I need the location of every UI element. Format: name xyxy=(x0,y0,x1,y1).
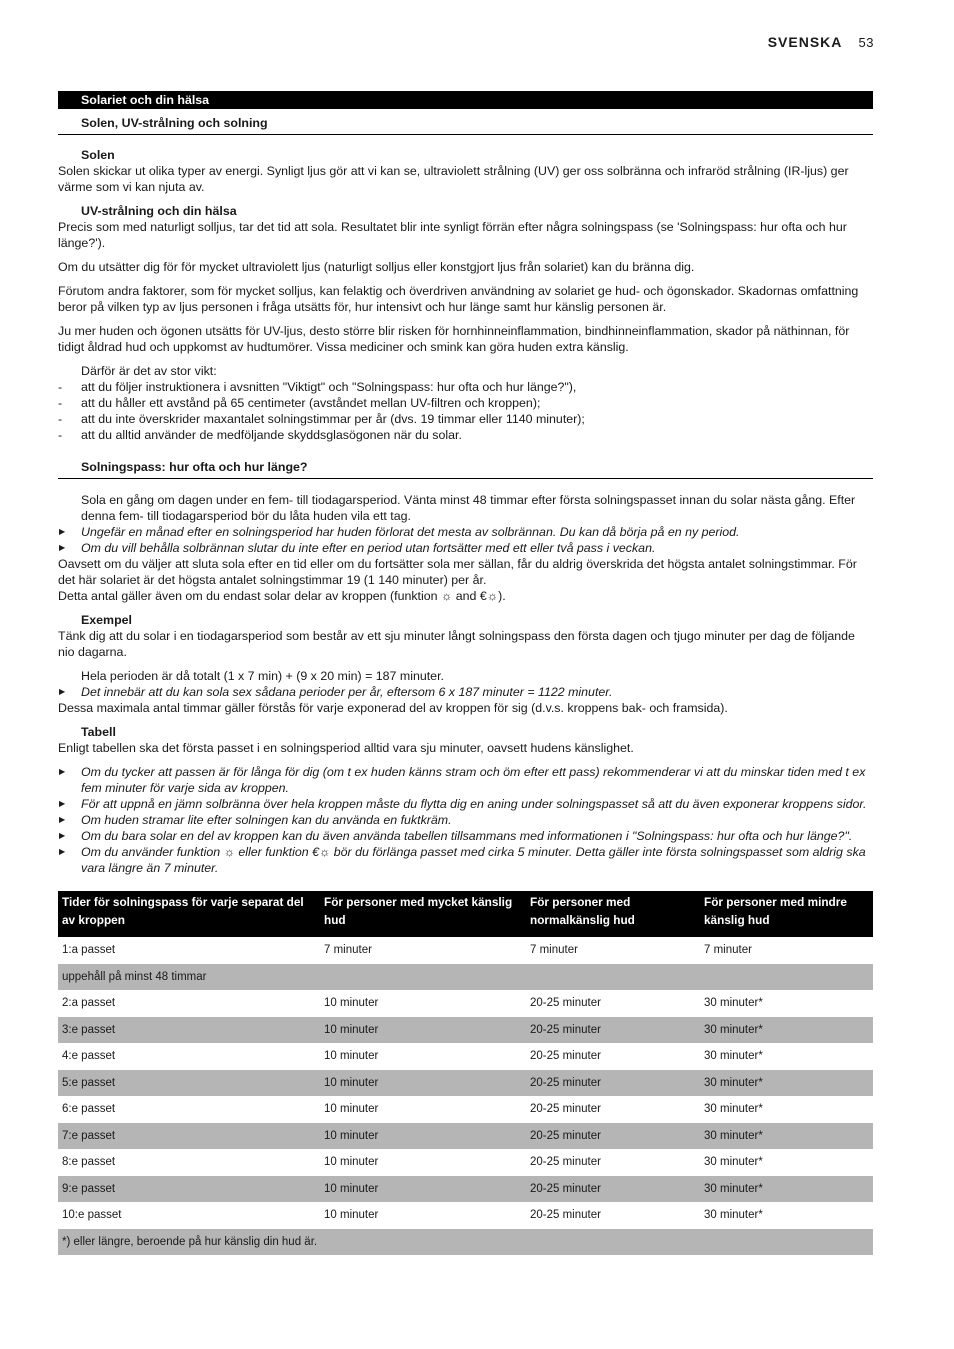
triangle-bullet-icon: ▶ xyxy=(59,687,66,696)
list-item: ▶ Ungefär en månad efter en solningsperiod har huden förlorat det mesta av solbrännan. Du kan då börja på en ny period. xyxy=(59,525,740,539)
uv-section xyxy=(58,203,873,443)
tanning-schedule-table xyxy=(58,891,873,1255)
exempel-section xyxy=(58,612,873,716)
triangle-bullet-icon: ▶ xyxy=(59,831,66,840)
triangle-bullet-icon: ▶ xyxy=(59,815,66,824)
subheading-uv: Solen, UV-strålning och solning xyxy=(58,115,873,135)
table-row: 8:e passet 10 minuter 20-25 minuter 30 minuter* xyxy=(62,1156,763,1169)
language-label: SVENSKA xyxy=(767,34,843,50)
table-row: 9:e passet 10 minuter 20-25 minuter 30 minuter* xyxy=(58,1176,873,1203)
triangle-bullet-icon: ▶ xyxy=(59,527,66,536)
table-row: 4:e passet 10 minuter 20-25 minuter 30 minuter* xyxy=(62,1050,763,1063)
page-number: 53 xyxy=(858,35,874,50)
table-row-pause: uppehåll på minst 48 timmar xyxy=(58,964,873,991)
uv-paragraph-1: Precis som med naturligt solljus, tar det tid att sola. Resultatet blir inte synligt förrän efter några solningspass (se 'Solningspass: hur ofta och hur länge?'). xyxy=(58,220,847,250)
triangle-bullet-icon: ▶ xyxy=(59,767,66,776)
section-title-bar: Solariet och din hälsa xyxy=(58,91,873,109)
pass-paragraph-2: Detta antal gäller även om du endast solar delar av kroppen (funktion ☼ and €☼). xyxy=(58,589,506,603)
table-row: 2:a passet 10 minuter 20-25 minuter 30 minuter* xyxy=(62,997,763,1010)
uv-paragraph-2: Om du utsätter dig för för mycket ultraviolett ljus (naturligt solljus eller konstgjort ljus från solariet) kan du bränna dig. xyxy=(58,260,695,274)
pass-intro: Sola en gång om dagen under en fem- till tiodagarsperiod. Vänta minst 48 timmar efter första solningspasset innan du solar nästa gång. Efter denna fem- till tiodagarsperiod bör du låta huden vila ett tag. xyxy=(81,493,856,523)
table-header-cell: För personer med normalkänslig hud xyxy=(526,891,700,937)
exempel-title: Exempel xyxy=(81,613,132,627)
pass-paragraph-1: Oavsett om du väljer att sluta sola efter en tid eller om du fortsätter sola mer sällan, får du aldrig överskrida det högsta antalet solningstimmar. För det här solariet är det högsta antalet solningstimmar 19 (1 140 minuter) per år. xyxy=(58,557,857,587)
triangle-bullet-icon: ▶ xyxy=(59,543,66,552)
table-row: 7:e passet 10 minuter 20-25 minuter 30 minuter* xyxy=(58,1123,873,1150)
tabell-text: Enligt tabellen ska det första passet i en solningsperiod alltid vara sju minuter, oavsett hudens känslighet. xyxy=(58,741,634,755)
table-header-cell: Tider för solningspass för varje separat del av kroppen xyxy=(58,891,320,937)
solen-title: Solen xyxy=(81,148,115,162)
table-row: 10:e passet 10 minuter 20-25 minuter 30 minuter* xyxy=(62,1209,763,1222)
list-item: - att du inte överskrider maxantalet solningstimmar per år (dvs. 19 timmar eller 1140 minuter); xyxy=(58,412,585,426)
list-item: ▶ Om du vill behålla solbrännan slutar du inte efter en period utan fortsätter med ett eller två pass i veckan. xyxy=(59,541,656,555)
tabell-section xyxy=(58,724,873,876)
pass-section xyxy=(58,492,873,604)
table-header-cell: För personer med mindre känslig hud xyxy=(700,891,873,937)
list-item: - att du håller ett avstånd på 65 centimeter (avståndet mellan UV-filtren och kroppen); xyxy=(58,396,541,410)
table-row: 1:a passet 7 minuter 7 minuter 7 minuter xyxy=(62,944,752,957)
exempel-text: Tänk dig att du solar i en tiodagarsperiod som består av ett sju minuter långt solningspass den första dagen och tjugo minuter per dag de följande nio dagarna. xyxy=(58,629,855,659)
uv-title: UV-strålning och din hälsa xyxy=(81,204,237,218)
exempel-calc: Hela perioden är då totalt (1 x 7 min) + (9 x 20 min) = 187 minuter. xyxy=(81,669,444,683)
table-footnote-row: *) eller längre, beroende på hur känslig din hud är. xyxy=(58,1229,873,1256)
list-item: - att du alltid använder de medföljande skyddsglasögonen när du solar. xyxy=(58,428,462,442)
uv-paragraph-3: Förutom andra faktorer, som för mycket solljus, kan felaktig och överdriven användning av solariet ge hud- och ögonskador. Skadornas omfattning beror på vilken typ av ljus personen i fråga utsätts för, hur intensivt och hur länge samt hur känslig personen är. xyxy=(58,284,859,314)
triangle-bullet-icon: ▶ xyxy=(59,847,66,856)
list-item: ▶ Om du tycker att passen är för långa för dig (om t ex huden känns stram och öm efter ett pass) rekommenderar vi att du minskar tiden med t ex fem minuter för varje sida av kroppen. xyxy=(59,765,866,795)
exempel-after: Dessa maximala antal timmar gäller förstås för varje exponerad del av kroppen för sig (d.v.s. kroppens bak- och framsida). xyxy=(58,701,728,715)
table-row: 6:e passet 10 minuter 20-25 minuter 30 minuter* xyxy=(62,1103,763,1116)
solen-section xyxy=(58,147,873,195)
subheading-solningspass: Solningspass: hur ofta och hur länge? xyxy=(58,459,873,479)
table-header-row xyxy=(58,891,873,937)
table-row: 5:e passet 10 minuter 20-25 minuter 30 minuter* xyxy=(58,1070,873,1097)
page-header xyxy=(768,34,874,51)
table-header-cell: För personer med mycket känslig hud xyxy=(320,891,526,937)
list-item: ▶ Om du bara solar en del av kroppen kan du även använda tabellen tillsammans med informationen i "Solningspass: hur ofta och hur länge?". xyxy=(59,829,853,843)
table-row: 3:e passet 10 minuter 20-25 minuter 30 minuter* xyxy=(58,1017,873,1044)
uv-list-intro: Därför är det av stor vikt: xyxy=(81,364,217,378)
uv-paragraph-4: Ju mer huden och ögonen utsätts för UV-ljus, desto större blir risken för hornhinneinflammation, bindhinneinflammation, skador på näthinnan, för tidigt åldrad hud och uppkomst av hudtumörer. Vissa mediciner och smink kan göra huden extra känslig. xyxy=(58,324,850,354)
tabell-title: Tabell xyxy=(81,725,116,739)
list-item: - att du följer instruktionera i avsnitten "Viktigt" och "Solningspass: hur ofta och hur länge?"), xyxy=(58,380,577,394)
list-item: ▶ Om huden stramar lite efter solningen kan du använda en fuktkräm. xyxy=(59,813,452,827)
list-item: ▶ Om du använder funktion ☼ eller funktion €☼ bör du förlänga passet med cirka 5 minuter. Detta gäller inte första solningspasset som aldrig ska vara längre än 7 minuter. xyxy=(59,845,866,875)
list-item: ▶ För att uppnå en jämn solbränna över hela kroppen måste du flytta dig en aning under solningspasset så att du även exponerar kroppens sidor. xyxy=(59,797,867,811)
triangle-bullet-icon: ▶ xyxy=(59,799,66,808)
solen-text: Solen skickar ut olika typer av energi. Synligt ljus gör att vi kan se, ultraviolett strålning (UV) ger oss solbränna och infraröd strålning (IR-ljus) ger värme som vi kan njuta av. xyxy=(58,164,849,194)
list-item: ▶ Det innebär att du kan sola sex sådana perioder per år, eftersom 6 x 187 minuter = 1122 minuter. xyxy=(59,685,613,699)
